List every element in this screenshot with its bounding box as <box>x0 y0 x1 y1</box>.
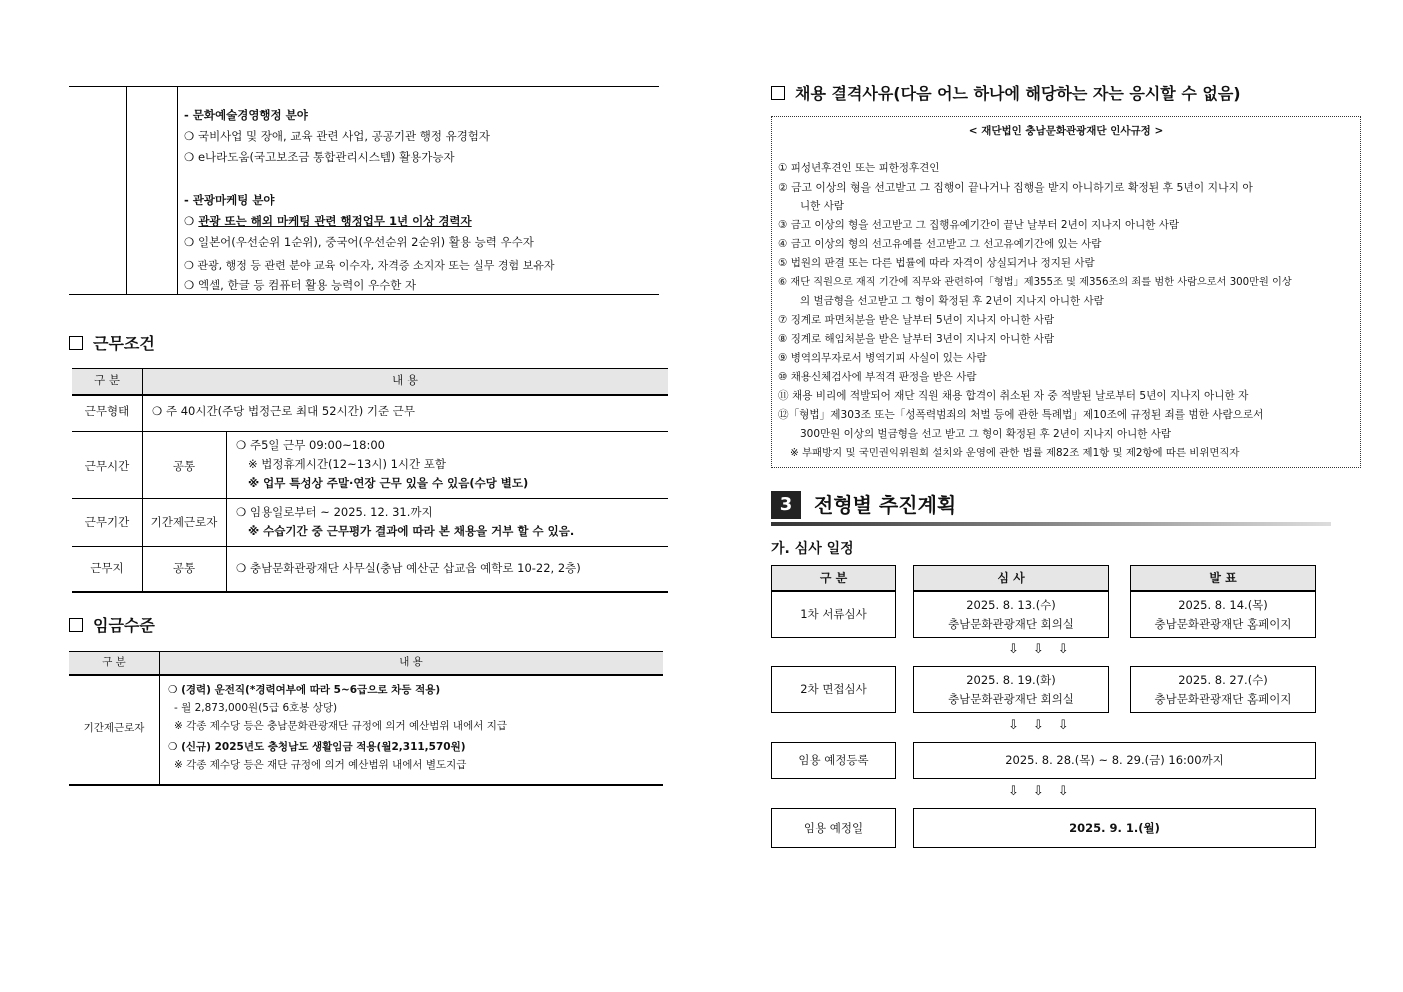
down-arrow-icon: ⇩⇩⇩ <box>1008 642 1083 657</box>
flow-head-review: 심 사 <box>913 565 1109 591</box>
wages-col-category: 구 분 <box>102 656 126 668</box>
section3-title: 전형별 추진계획 <box>814 493 957 517</box>
wages-col-content: 내 용 <box>399 656 423 668</box>
down-arrow-icon: ⇩⇩⇩ <box>1008 718 1083 733</box>
wages-line3: ※ 각종 제수당 등은 충남문화관광재단 규정에 의거 예산범위 내에서 지급 <box>174 720 507 732</box>
stage2-label: 2차 면접심사 <box>771 666 896 713</box>
flow-head-category: 구 분 <box>771 565 896 591</box>
section-number-badge: 3 <box>771 491 801 519</box>
schedule-subtitle: 가. 심사 일정 <box>771 541 854 557</box>
disq-item-10: ⑩ 채용신체검사에 부적격 판정을 받은 사람 <box>778 371 977 383</box>
disq-item-2: ② 금고 이상의 형을 선고받고 그 집행이 끝나거나 집행을 받지 아니하기로 확정된 후 5년이 지나지 아 <box>778 181 1253 194</box>
wages-line4: ❍ (신규) 2025년도 충청남도 생활임금 적용(월2,311,570원) <box>168 741 466 753</box>
row-type-label: 근무형태 <box>84 404 130 418</box>
marketing-item-1: ❍ 관광 또는 해외 마케팅 관련 행정업무 1년 이상 경력자 <box>184 214 472 228</box>
row-hours-label: 근무시간 <box>84 459 130 473</box>
disq-item-11: ⑪ 채용 비리에 적발되어 재단 직원 채용 합격이 취소된 자 중 적발된 날로부터 5년이 지나지 아니한 자 <box>778 390 1249 402</box>
admin-field-title: - 문화예술경영행정 분야 <box>184 108 308 122</box>
row-period-line1: ❍ 임용일로부터 ~ 2025. 12. 31.까지 <box>236 505 433 519</box>
row-period-label: 근무기간 <box>84 515 130 529</box>
disq-item-5: ⑤ 법원의 판결 또는 다른 법률에 따라 자격이 상실되거나 정지된 사람 <box>778 257 1095 269</box>
disq-item-8: ⑧ 징계로 해임처분을 받은 날부터 3년이 지나지 아니한 사람 <box>778 333 1055 345</box>
registration-date: 2025. 8. 28.(목) ~ 8. 29.(금) 16:00까지 <box>913 742 1316 779</box>
wages-line5: ※ 각종 제수당 등은 재단 규정에 의거 예산범위 내에서 별도지급 <box>174 759 467 771</box>
disq-item-4: ④ 금고 이상의 형의 선고유예를 선고받고 그 선고유예기간에 있는 사람 <box>778 238 1102 250</box>
stage1-review: 2025. 8. 13.(수) 충남문화관광재단 회의실 <box>913 591 1109 638</box>
marketing-item-4: ❍ 엑셀, 한글 등 컴퓨터 활용 능력이 우수한 자 <box>184 278 417 292</box>
row-period-line2: ※ 수습기간 중 근무평가 결과에 따라 본 채용을 거부 할 수 있음. <box>248 524 575 538</box>
disq-note: ※ 부패방지 및 국민권익위원회 설치와 운영에 관한 법률 제82조 제1항 및 제2항에 따른 비위면직자 <box>790 447 1240 459</box>
row-place-label: 근무지 <box>90 561 124 575</box>
wages-line1: ❍ (경력) 운전직(*경력여부에 따라 5~6급으로 차등 적용) <box>168 684 441 696</box>
wages-table <box>69 651 663 786</box>
disqualification-box <box>771 116 1361 468</box>
disq-item-3: ③ 금고 이상의 형을 선고받고 그 집행유예기간이 끝난 날부터 2년이 지나지 아니한 사람 <box>778 219 1180 231</box>
disqualification-box-title: < 재단법인 충남문화관광재단 인사규정 > <box>968 125 1164 137</box>
marketing-item-2: ❍ 일본어(우선순위 1순위), 중국어(우선순위 2순위) 활용 능력 우수자 <box>184 235 534 249</box>
stage1-label: 1차 서류심사 <box>771 591 896 638</box>
wages-heading: 임금수준 <box>69 613 155 636</box>
disq-item-12: ⑫「형법」제303조 또는「성폭력범죄의 처벌 등에 관한 특례법」제10조에 규정된 죄를 범한 사람으로서 <box>778 409 1264 421</box>
wages-line2: - 월 2,873,000원(5급 6호봉 상당) <box>174 702 338 714</box>
row-period-sub: 기간제근로자 <box>150 515 218 529</box>
registration-label: 임용 예정등록 <box>771 742 896 779</box>
row-place-sub: 공통 <box>172 561 196 575</box>
work-conditions-heading: 근무조건 <box>69 331 155 354</box>
col-content: 내 용 <box>392 373 418 387</box>
disq-item-6-cont: 의 벌금형을 선고받고 그 형이 확정된 후 2년이 지나지 아니한 사람 <box>800 295 1104 307</box>
marketing-item-3: ❍ 관광, 행정 등 관련 분야 교육 이수자, 자격증 소지자 또는 실무 경험 보유자 <box>184 259 555 272</box>
wages-row-label: 기간제근로자 <box>83 722 145 734</box>
marketing-field-title: - 관광마케팅 분야 <box>184 193 275 207</box>
down-arrow-icon: ⇩⇩⇩ <box>1008 784 1083 799</box>
disq-item-12-cont: 300만원 이상의 벌금형을 선고 받고 그 형이 확정된 후 2년이 지나지 아니한 사람 <box>800 428 1172 440</box>
stage2-announce: 2025. 8. 27.(수) 충남문화관광재단 홈페이지 <box>1130 666 1316 713</box>
row-place-content: ❍ 충남문화관광재단 사무실(충남 예산군 삽교읍 예학로 10-22, 2층) <box>236 561 581 575</box>
disqualification-heading: 채용 결격사유(다음 어느 하나에 해당하는 자는 응시할 수 없음) <box>771 81 1241 104</box>
col-category: 구 분 <box>94 373 120 387</box>
row-type-content: ❍ 주 40시간(주당 법정근로 최대 52시간) 기준 근무 <box>152 404 415 418</box>
admin-item-1: ❍ 국비사업 및 장애, 교육 관련 사업, 공공기관 행정 유경험자 <box>184 129 491 143</box>
disq-item-7: ⑦ 징계로 파면처분을 받은 날부터 5년이 지나지 아니한 사람 <box>778 314 1055 326</box>
admin-item-2: ❍ e나라도움(국고보조금 통합관리시스템) 활용가능자 <box>184 150 455 164</box>
appointment-label: 임용 예정일 <box>771 808 896 848</box>
row-hours-line1: ❍ 주5일 근무 09:00~18:00 <box>236 438 385 452</box>
disq-item-6: ⑥ 재단 직원으로 재직 기간에 직무와 관련하여「형법」제355조 및 제356조의 죄를 범한 사람으로서 300만원 이상 <box>778 277 1292 288</box>
work-conditions-table <box>72 368 668 592</box>
disq-item-1: ① 피성년후견인 또는 피한정후견인 <box>778 162 940 174</box>
stage1-announce: 2025. 8. 14.(목) 충남문화관광재단 홈페이지 <box>1130 591 1316 638</box>
stage2-review: 2025. 8. 19.(화) 충남문화관광재단 회의실 <box>913 666 1109 713</box>
disq-item-9: ⑨ 병역의무자로서 병역기피 사실이 있는 사람 <box>778 352 987 364</box>
disq-item-2-cont: 니한 사람 <box>800 200 844 212</box>
row-hours-line2: ※ 법정휴게시간(12~13시) 1시간 포함 <box>248 457 446 471</box>
row-hours-line3: ※ 업무 특성상 주말·연장 근무 있을 수 있음(수당 별도) <box>248 476 529 490</box>
row-hours-sub: 공통 <box>172 459 196 473</box>
flow-head-announce: 발 표 <box>1130 565 1316 591</box>
section3-underline <box>771 522 1331 526</box>
appointment-date: 2025. 9. 1.(월) <box>913 808 1316 848</box>
